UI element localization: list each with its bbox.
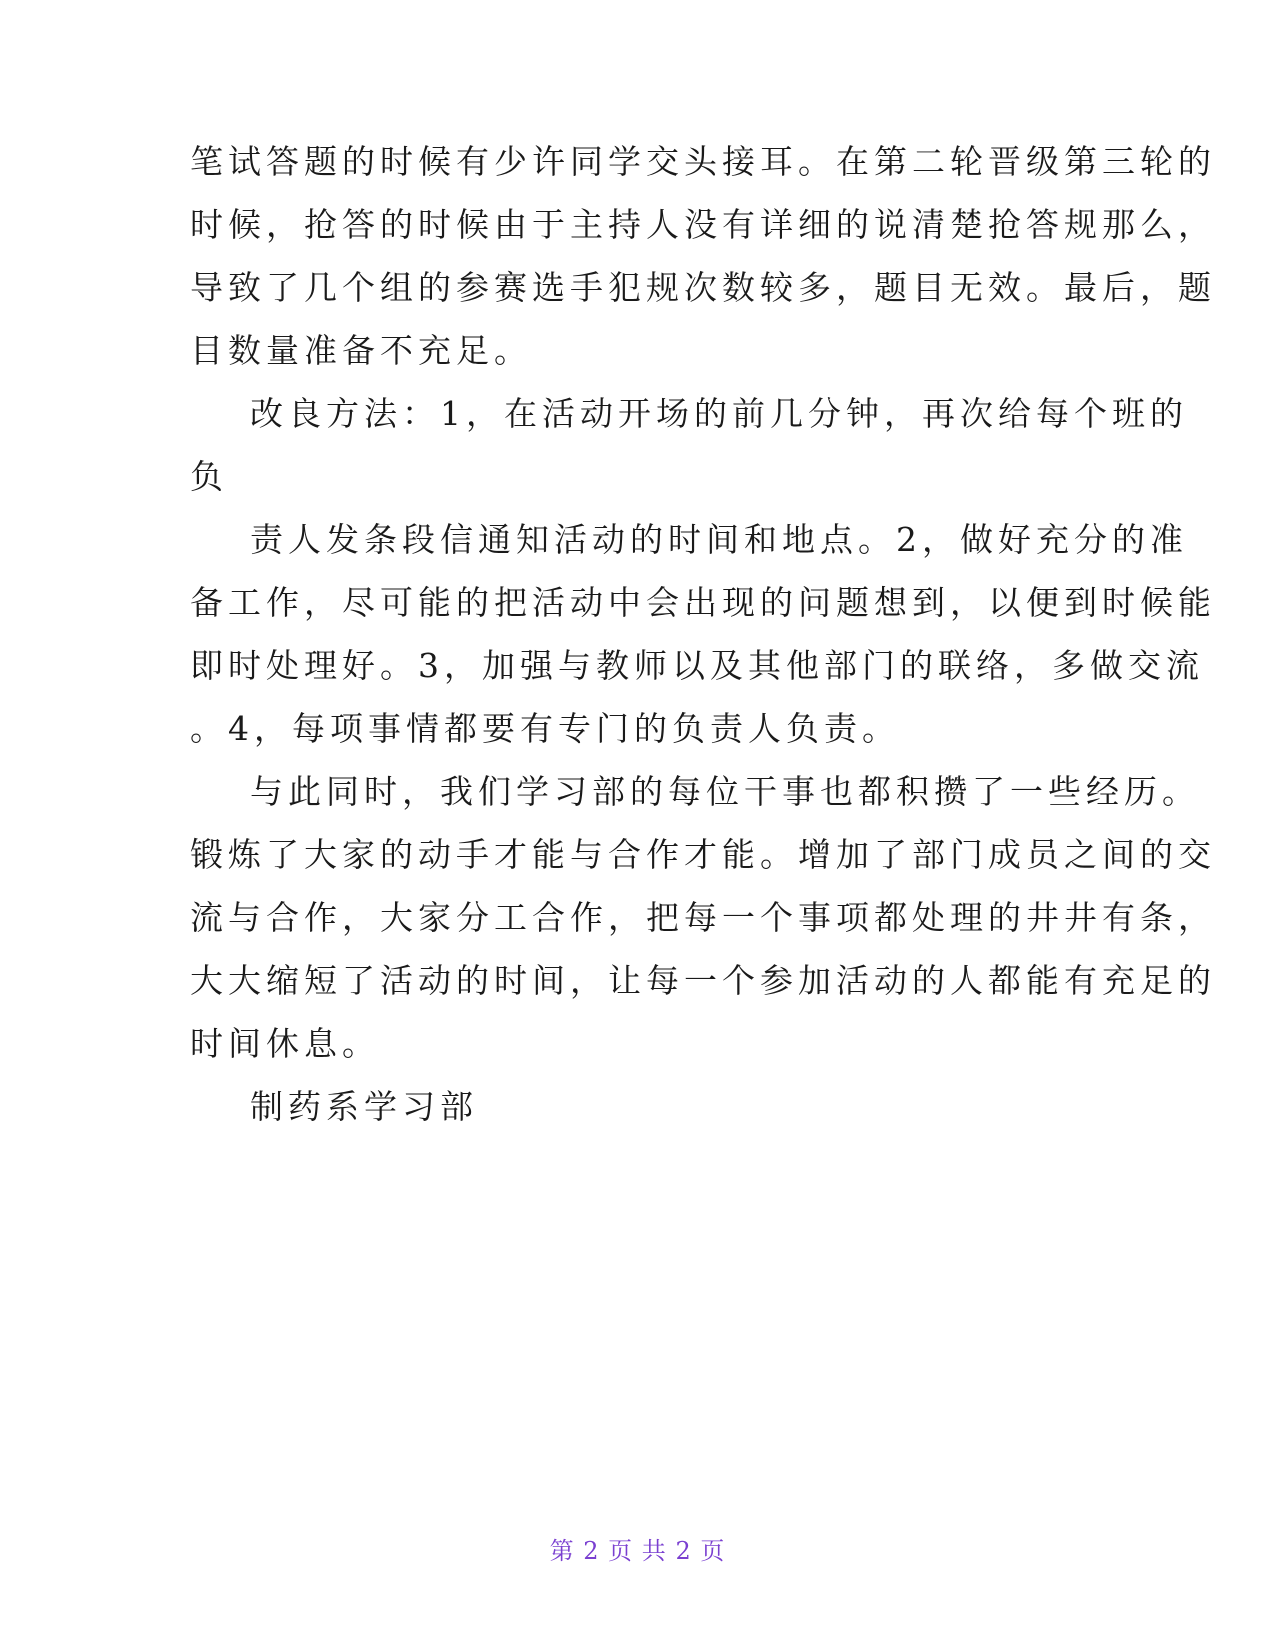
paragraph-line: 大大缩短了活动的时间，让每一个参加活动的人都能有充足的 xyxy=(190,961,1216,1000)
paragraph-line: 。4，每项事情都要有专门的负责人负责。 xyxy=(190,709,900,748)
paragraph-line: 锻炼了大家的动手才能与合作才能。增加了部门成员之间的交 xyxy=(190,835,1216,874)
signature-line: 制药系学习部 xyxy=(250,1087,478,1126)
page-number-footer: 第 2 页 共 2 页 xyxy=(549,1537,726,1565)
paragraph-line: 时候，抢答的时候由于主持人没有详细的说清楚抢答规那么， xyxy=(190,205,1216,244)
paragraph-line: 导致了几个组的参赛选手犯规次数较多，题目无效。最后，题 xyxy=(190,268,1216,307)
paragraph-line: 时间休息。 xyxy=(190,1024,380,1063)
paragraph-line: 流与合作，大家分工合作，把每一个事项都处理的井井有条， xyxy=(190,898,1216,937)
paragraph-line: 负 xyxy=(190,457,228,496)
paragraph-line: 责人发条段信通知活动的时间和地点。2，做好充分的准 xyxy=(250,520,1188,559)
paragraph-line: 改良方法：1，在活动开场的前几分钟，再次给每个班的 xyxy=(250,394,1188,433)
paragraph-line: 与此同时，我们学习部的每位干事也都积攒了一些经历。 xyxy=(250,772,1200,811)
paragraph-line: 备工作，尽可能的把活动中会出现的问题想到，以便到时候能 xyxy=(190,583,1216,622)
paragraph-line: 笔试答题的时候有少许同学交头接耳。在第二轮晋级第三轮的 xyxy=(190,142,1216,181)
paragraph-line: 目数量准备不充足。 xyxy=(190,331,532,370)
paragraph-line: 即时处理好。3，加强与教师以及其他部门的联络，多做交流 xyxy=(190,646,1204,685)
